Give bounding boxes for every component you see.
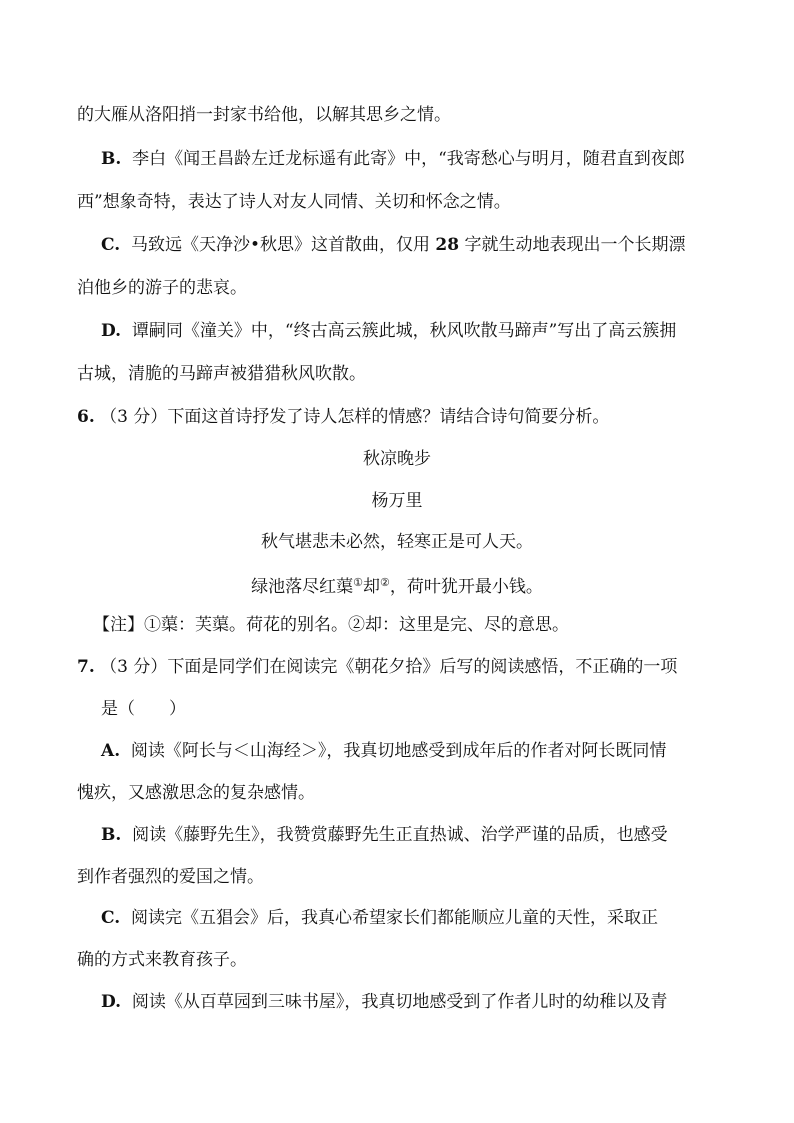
option-text: 阅读《藤野先生》，我赞赏藤野先生正直热诚、治学严谨的品质，也感受 [132, 825, 668, 845]
poem-title: 秋凉晚步 [363, 449, 431, 469]
q5-option-d-line2: 古城，清脆的马蹄声被猎猎秋风吹散。 [77, 364, 366, 384]
q7-option-b-line1 [101, 823, 668, 847]
q5-option-a-continuation: 的大雁从洛阳捎一封家书给他，以解其思乡之情。 [77, 105, 451, 125]
q7-stem-line1 [77, 655, 677, 679]
question-text: （3 分）下面这首诗抒发了诗人怎样的情感？请结合诗句简要分析。 [100, 407, 610, 427]
q5-option-d-line1 [101, 319, 676, 343]
poem-text: 绿池落尽红蕖 [251, 577, 354, 597]
option-text: 阅读《阿长与＜山海经＞》，我真切地感受到成年后的作者对阿长既同情 [130, 741, 667, 761]
option-letter: C. [101, 235, 121, 255]
option-text: 李白《闻王昌龄左迁龙标遥有此寄》中，“我寄愁心与明月，随君直到夜郎 [132, 149, 685, 169]
q7-option-c-line1 [101, 906, 658, 930]
footnote-mark: ② [380, 576, 390, 589]
q5-option-b-line1 [101, 147, 685, 171]
question-number: 6. [77, 407, 95, 427]
question-number: 7. [77, 657, 95, 677]
q7-option-b-line2: 到作者强烈的爱国之情。 [77, 867, 264, 887]
option-letter: B. [101, 149, 122, 169]
q7-option-c-line2: 确的方式来教育孩子。 [77, 950, 247, 970]
option-text: 阅读完《五猖会》后，我真心希望家长们都能顺应儿童的天性，采取正 [130, 908, 658, 928]
footnote-mark: ① [353, 576, 363, 589]
poem-note: 【注】①蕖：芙蕖。荷花的别名。②却：这里是完、尽的意思。 [93, 615, 569, 635]
poem-text: 却 [363, 577, 380, 597]
poem-author: 杨万里 [371, 491, 423, 511]
question-text: （3 分）下面是同学们在阅读完《朝花夕拾》后写的阅读感悟，不正确的一项 [100, 657, 678, 677]
poem-line-2 [0, 571, 794, 599]
option-letter: A. [101, 741, 121, 761]
option-letter: D. [101, 992, 122, 1012]
option-number: 28 [435, 235, 460, 255]
option-text: 谭嗣同《潼关》中，“终古高云簇此城，秋风吹散马蹄声”写出了高云簇拥 [131, 321, 677, 341]
option-letter: B. [101, 825, 122, 845]
option-letter: D. [101, 321, 122, 341]
q7-option-d-line1 [101, 990, 667, 1014]
option-text: 字就生动地表现出一个长期漂 [464, 235, 686, 255]
q5-option-c-line1 [101, 233, 685, 257]
q5-option-b-line2: 西”想象奇特，表达了诗人对友人同情、关切和怀念之情。 [77, 192, 511, 212]
q6-stem [77, 405, 609, 429]
q7-option-a-line1 [101, 739, 666, 763]
option-text: 马致远《天净沙•秋思》这首散曲，仅用 [130, 235, 430, 255]
q5-option-c-line2: 泊他乡的游子的悲哀。 [77, 278, 247, 298]
option-text: 阅读《从百草园到三味书屋》，我真切地感受到了作者儿时的幼稚以及青 [131, 992, 668, 1012]
option-letter: C. [101, 908, 121, 928]
poem-text: ，荷叶犹开最小钱。 [389, 577, 543, 597]
q7-option-a-line2: 愧疚，又感激思念的复杂感情。 [77, 783, 315, 803]
poem-line-1: 秋气堪悲未必然，轻寒正是可人天。 [261, 532, 533, 552]
q7-stem-line2: 是（ ） [101, 699, 186, 719]
